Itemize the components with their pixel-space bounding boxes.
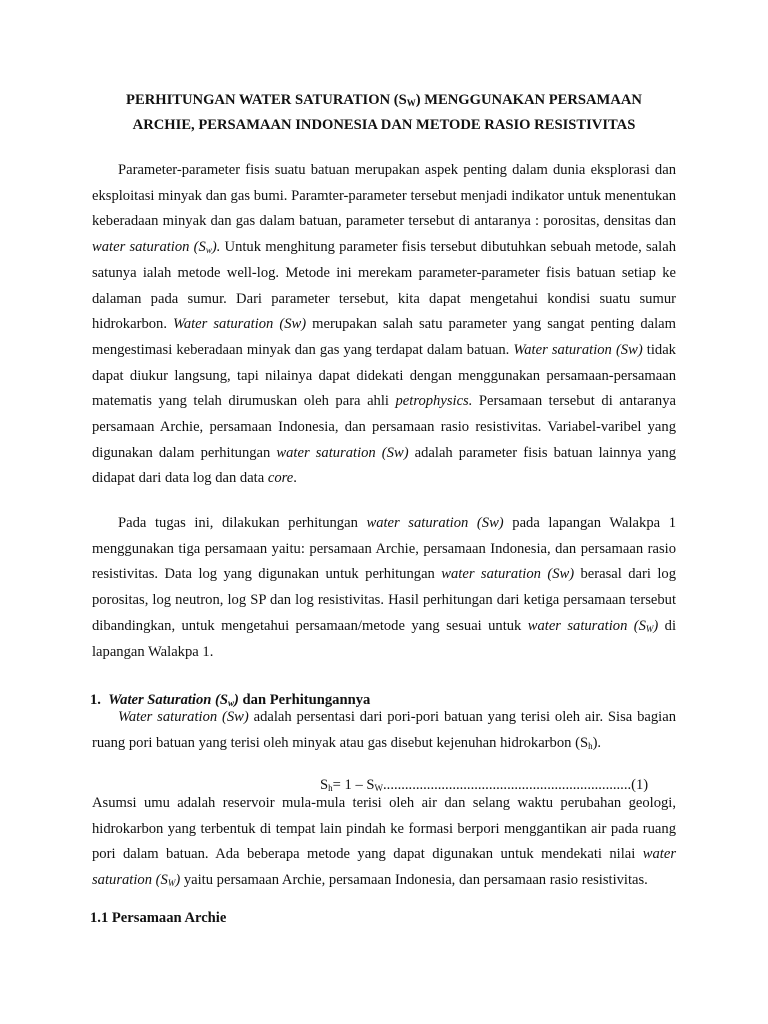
paragraph-assumption: Asumsi umu adalah reservoir mula-mula terisi oleh air dan selang waktu perubahan geologi, hidrokarbon yang terbentuk di tempat lain pindah ke formasi berpori menggantikan air pada ruang pori dalam batuan. Ada beberapa metode yang dapat digunakan untuk mendekati nilai water saturation $(S_W)$ yaitu persamaan Archie, persamaan Indonesia, dan persamaan rasio resistivitas. xyxy=(92,795,676,889)
section-heading-1: 1. Water Saturation $(S_w)$ dan Perhitungannya xyxy=(90,692,371,708)
equation-1: $S_h= 1 - S_W....................................................................(1)$ xyxy=(320,777,649,793)
paragraph-introduction: Parameter-parameter fisis suatu batuan merupakan aspek penting dalam dunia eksplorasi dan eksploitasi minyak dan gas bumi. Paramter-parameter tersebut menjadi indikator untuk menentukan keberadaan minyak dan gas dalam batuan, parameter tersebut di antaranya : porositas, densitas dan water saturation $(S_w)$. Untuk menghitung parameter fisis tersebut dibutuhkan sebuah metode, salah satunya ialah metode well-log. Metode ini merekam parameter-parameter fisis batuan setiap ke dalaman pada sumur. Dari parameter tersebut, kita dapat mengetahui kondisi suatu sumur hidrokarbon. Water saturation (Sw) merupakan salah satu parameter yang sangat penting dalam mengestimasi keberadaan minyak dan gas yang terdapat dalam batuan. Water saturation (Sw) tidak dapat diukur langsung, tapi nilainya dapat didekati dengan menggunakan persamaan-persamaan matematis yang telah dirumuskan oleh para ahli petrophysics. Persamaan tersebut di antaranya persamaan Archie, persamaan Indonesia, dan persamaan rasio resistivitas. Variabel-varibel yang digunakan dalam perhitungan water saturation (Sw) adalah parameter fisis batuan lainnya yang didapat dari data log dan data core. xyxy=(92,162,676,487)
document-title xyxy=(92,88,676,138)
paragraph-task: Pada tugas ini, dilakukan perhitungan water saturation (Sw) pada lapangan Walakpa 1 menggunakan tiga persamaan yaitu: persamaan Archie, persamaan Indonesia, dan persamaan rasio resistivitas. Data log yang digunakan untuk perhitungan water saturation (Sw) berasal dari log porositas, log neutron, log SP dan log resistivitas. Hasil perhitungan dari ketiga persamaan tersebut dibandingkan, untuk mengetahui persamaan/metode yang sesuai untuk water saturation $(S_W)$ di lapangan Walakpa 1. xyxy=(92,515,677,660)
title-line-1: PERHITUNGAN WATER SATURATION $(S_W)$ MENGGUNAKAN PERSAMAAN xyxy=(126,92,642,108)
equation-number: (1) xyxy=(631,777,649,793)
section-heading-1-1: 1.1 Persamaan Archie xyxy=(90,910,227,926)
title-line-2: ARCHIE, PERSAMAAN INDONESIA DAN METODE RASIO RESISTIVITAS xyxy=(132,117,636,133)
paragraph-definition: Water saturation (Sw) adalah persentasi dari pori-pori batuan yang terisi oleh air. Sisa bagian ruang pori batuan yang terisi oleh minyak atau gas disebut kejenuhan hidrokarbon $(S_h)$. xyxy=(92,709,676,751)
